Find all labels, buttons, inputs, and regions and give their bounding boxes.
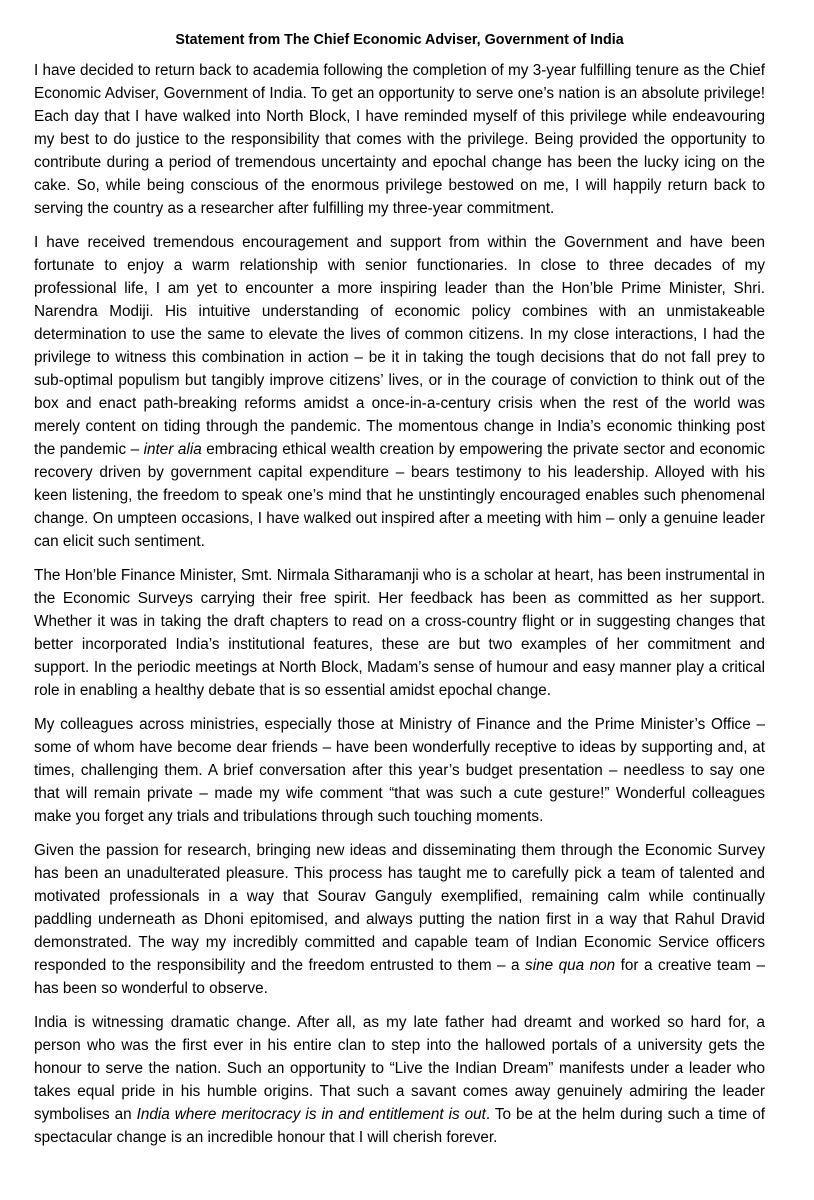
statement-title: Statement from The Chief Economic Adviser, Government of India	[175, 32, 624, 48]
paragraph-text: India is witnessing dramatic change. After all, as my late father had dreamt and worked so hard for, a person who was the first ever in his entire clan to step into the hallowed portals of a university gets the honour to serve the nation. Such an opportunity to “Live the Indian Dream” manifests under a leader who takes equal pride in his humble origins. That such a savant comes away genuinely admiring the leader symbolises an	[34, 1014, 765, 1123]
paragraph-text: for a creative team – has been so wonderful to observe.	[34, 957, 766, 997]
paragraph-finance-minister: The Hon’ble Finance Minister, Smt. Nirmala Sitharamanji who is a scholar at heart, has been instrumental in the Economic Surveys carrying their free spirit. Her feedback has been as committed as her support. Whether it was in taking the draft chapters to read on a cross-country flight or in suggesting changes that better incorporated India’s institutional features, these are but two examples of her commitment and support. In the periodic meetings at North Block, Madam’s sense of humour and easy manner play a critical role in enabling a healthy debate that is so essential amidst epochal change.	[34, 567, 765, 699]
paragraph-economic-survey-team	[34, 839, 765, 1000]
paragraph-prime-minister	[34, 231, 765, 553]
italic-phrase: India where meritocracy is in and entitlement is out	[136, 1106, 486, 1123]
paragraph-return-to-academia: I have decided to return back to academia following the completion of my 3-year fulfilling tenure as the Chief Economic Adviser, Government of India. To get an opportunity to serve one’s nation is an absolute privilege! Each day that I have walked into North Block, I have reminded myself of this privilege while endeavouring my best to do justice to the responsibility that comes with the privilege. Being provided the opportunity to contribute during a period of tremendous uncertainty and epochal change has been the lucky icing on the cake. So, while being conscious of the enormous privilege bestowed on me, I will happily return back to serving the country as a researcher after fulfilling my three-year commitment.	[34, 62, 765, 217]
paragraph-colleagues: My colleagues across ministries, especially those at Ministry of Finance and the Prime Minister’s Office – some of whom have become dear friends – have been wonderfully receptive to ideas by supporting and, at times, challenging them. A brief conversation after this year’s budget presentation – needless to say one that will remain private – made my wife comment “that was such a cute gesture!” Wonderful colleagues make you forget any trials and tribulations through such touching moments.	[34, 716, 765, 825]
paragraph-text: I have received tremendous encouragement and support from within the Government and have been fortunate to enjoy a warm relationship with senior functionaries. In close to three decades of my professional life, I am yet to encounter a more inspiring leader than the Hon’ble Prime Minister, Shri. Narendra Modiji. His intuitive understanding of economic policy combines with an unmistakeable determination to use the same to elevate the lives of common citizens. In my close interactions, I had the privilege to witness this combination in action – be it in taking the tough decisions that do not fall prey to sub-optimal populism but tangibly improve citizens’ lives, or in the courage of conviction to think out of the box and enact path-breaking reforms amidst a once-in-a-century crisis when the rest of the world was merely content on tiding through the pandemic. The momentous change in India’s economic thinking post the pandemic –	[34, 234, 765, 458]
italic-phrase: inter alia	[143, 441, 202, 458]
italic-phrase: sine qua non	[525, 957, 616, 974]
paragraph-text: . To be at the helm during such a time of spectacular change is an incredible honour that I will cherish forever.	[34, 1106, 765, 1146]
paragraph-text: embracing ethical wealth creation by empowering the private sector and economic recovery driven by government capital expenditure – bears testimony to his leadership. Alloyed with his keen listening, the freedom to speak one’s mind that he unstintingly encouraged enables such phenomenal change. On umpteen occasions, I have walked out inspired after a meeting with him – only a genuine leader can elicit such sentiment.	[34, 441, 765, 550]
paragraph-indian-dream	[34, 1011, 765, 1149]
statement-document	[34, 30, 765, 1160]
paragraph-text: Given the passion for research, bringing new ideas and disseminating them through the Economic Survey has been an unadulterated pleasure. This process has taught me to carefully pick a team of talented and motivated professionals in a way that Sourav Ganguly exemplified, remaining calm while continually paddling underneath as Dhoni epitomised, and always putting the nation first in a way that Rahul Dravid demonstrated. The way my incredibly committed and capable team of Indian Economic Service officers responded to the responsibility and the freedom entrusted to them – a	[34, 842, 765, 974]
